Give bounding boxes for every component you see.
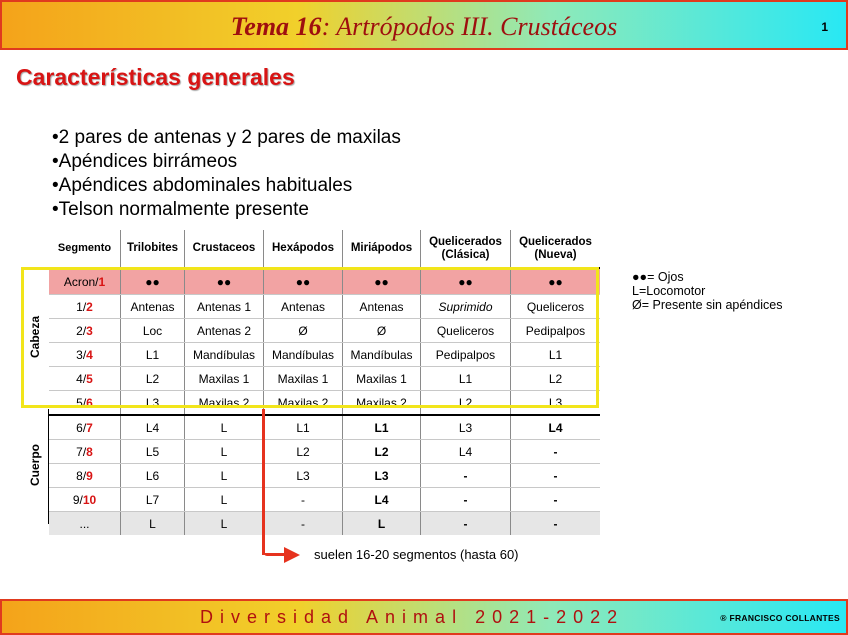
segment-cell bbox=[49, 440, 121, 464]
table-cell: Antenas bbox=[343, 295, 421, 319]
segment-cell bbox=[49, 488, 121, 512]
table-cell: L1 bbox=[511, 343, 601, 367]
table-cell: Maxilas 2 bbox=[343, 391, 421, 416]
table-cell: Ø bbox=[264, 319, 343, 343]
table-cell: Antenas bbox=[121, 295, 185, 319]
table-cell: - bbox=[421, 488, 511, 512]
bullet-item: •Apéndices abdominales habituales bbox=[52, 175, 353, 196]
col-header-quelicerados-nueva: Quelicerados (Nueva) bbox=[511, 230, 601, 268]
bullet-item: •2 pares de antenas y 2 pares de maxilas bbox=[52, 127, 401, 148]
segment-number: 5/ bbox=[76, 395, 87, 410]
table-cell: L2 bbox=[121, 367, 185, 391]
table-cell: L2 bbox=[343, 440, 421, 464]
table-cell: L3 bbox=[511, 391, 601, 416]
col-header-quelicerados-clasica: Quelicerados (Clásica) bbox=[421, 230, 511, 268]
segment-number-alt: 8 bbox=[86, 444, 93, 459]
table-cell: L7 bbox=[121, 488, 185, 512]
table-cell: L3 bbox=[264, 464, 343, 488]
table-cell: L4 bbox=[511, 415, 601, 440]
table-header-row bbox=[49, 230, 600, 268]
table-cell: ●● bbox=[121, 268, 185, 295]
segment-number: 7/ bbox=[76, 444, 87, 459]
table-cell: Maxilas 2 bbox=[185, 391, 264, 416]
table-cell: L1 bbox=[343, 415, 421, 440]
slide-footer bbox=[0, 599, 848, 635]
table-cell: Pedipalpos bbox=[511, 319, 601, 343]
table-cell: Mandíbulas bbox=[343, 343, 421, 367]
table-cell: ●● bbox=[421, 268, 511, 295]
table-row bbox=[49, 512, 600, 536]
table-cell: L3 bbox=[343, 464, 421, 488]
table-cell: Maxilas 1 bbox=[343, 367, 421, 391]
table-cell: L4 bbox=[121, 415, 185, 440]
bullet-list bbox=[52, 126, 401, 222]
table-cell: ●● bbox=[264, 268, 343, 295]
slide-header bbox=[0, 0, 848, 50]
table-cell: L1 bbox=[121, 343, 185, 367]
table-cell: L1 bbox=[264, 415, 343, 440]
legend-item-locomotor: L=Locomotor bbox=[632, 284, 706, 298]
table-cell: - bbox=[511, 440, 601, 464]
table-cell: Maxilas 1 bbox=[264, 367, 343, 391]
table-cell: L4 bbox=[421, 440, 511, 464]
table-cell: Suprimido bbox=[421, 295, 511, 319]
table-row bbox=[49, 464, 600, 488]
table-cell: ●● bbox=[185, 268, 264, 295]
table-cell: Antenas 1 bbox=[185, 295, 264, 319]
segment-number: 2/ bbox=[76, 323, 87, 338]
table-cell: - bbox=[511, 488, 601, 512]
bullet-item: •Apéndices birrámeos bbox=[52, 151, 238, 172]
segment-number-alt: 9 bbox=[86, 468, 93, 483]
segment-cell bbox=[49, 464, 121, 488]
section-title: Características generales bbox=[16, 64, 295, 90]
table-cell: L4 bbox=[343, 488, 421, 512]
table-cell: Antenas bbox=[264, 295, 343, 319]
col-header-hexapodos: Hexápodos bbox=[264, 230, 343, 268]
table-cell: Antenas 2 bbox=[185, 319, 264, 343]
footer-credit: ® FRANCISCO COLLANTES bbox=[720, 613, 840, 623]
segment-number-alt: 10 bbox=[82, 492, 97, 507]
table-cell: Maxilas 1 bbox=[185, 367, 264, 391]
segment-number: 6/ bbox=[76, 420, 87, 435]
table-cell: Mandíbulas bbox=[185, 343, 264, 367]
segment-number-alt: 2 bbox=[86, 299, 93, 314]
table-cell: L bbox=[185, 415, 264, 440]
table-cell: L bbox=[343, 512, 421, 536]
table-cell: Pedipalpos bbox=[421, 343, 511, 367]
table-cell: Loc bbox=[121, 319, 185, 343]
segment-number-alt: 5 bbox=[86, 371, 93, 386]
segment-number: 3/ bbox=[76, 347, 87, 362]
table-cell: L3 bbox=[421, 415, 511, 440]
table-cell: Queliceros bbox=[511, 295, 601, 319]
legend-item-ojos: ●●= Ojos bbox=[632, 270, 684, 284]
head-region-box bbox=[21, 267, 599, 408]
segment-number: 8/ bbox=[76, 468, 87, 483]
table-cell: Maxilas 2 bbox=[264, 391, 343, 416]
table-cell: Mandíbulas bbox=[264, 343, 343, 367]
region-label-cuerpo: Cuerpo bbox=[28, 444, 42, 486]
segment-number: 1/ bbox=[76, 299, 87, 314]
segment-number: 9/ bbox=[72, 492, 83, 507]
segment-number-alt: 3 bbox=[86, 323, 93, 338]
legend bbox=[632, 270, 782, 312]
table-cell: L bbox=[185, 440, 264, 464]
arrow-head-icon bbox=[284, 547, 300, 563]
table-cell: - bbox=[511, 512, 601, 536]
table-cell: - bbox=[421, 464, 511, 488]
table-cell: - bbox=[264, 512, 343, 536]
table-cell: L bbox=[185, 512, 264, 536]
table-row bbox=[49, 488, 600, 512]
table-cell: L2 bbox=[264, 440, 343, 464]
table-cell: L bbox=[121, 512, 185, 536]
table-cell: Queliceros bbox=[421, 319, 511, 343]
legend-item-sin-apendices: Ø= Presente sin apéndices bbox=[632, 298, 783, 312]
body-region-divider bbox=[48, 409, 49, 524]
table-cell: ●● bbox=[511, 268, 601, 295]
bullet-item: •Telson normalmente presente bbox=[52, 199, 309, 220]
table-cell: L bbox=[185, 464, 264, 488]
table-row bbox=[49, 415, 600, 440]
segment-count-note: suelen 16-20 segmentos (hasta 60) bbox=[314, 547, 519, 562]
table-cell: - bbox=[264, 488, 343, 512]
segment-cell bbox=[49, 512, 121, 536]
col-header-crustaceos: Crustaceos bbox=[185, 230, 264, 268]
segment-number-alt: 4 bbox=[86, 347, 93, 362]
segment-number: 4/ bbox=[76, 371, 87, 386]
table-row bbox=[49, 440, 600, 464]
table-cell: L3 bbox=[121, 391, 185, 416]
slide-title: Tema 16: Artrópodos III. Crustáceos bbox=[230, 12, 618, 41]
segment-number: ... bbox=[79, 516, 90, 531]
segment-number: Acron/ bbox=[63, 274, 99, 289]
arrow-line-vertical bbox=[262, 409, 265, 555]
table-cell: - bbox=[421, 512, 511, 536]
page-number: 1 bbox=[821, 20, 828, 34]
table-cell: L5 bbox=[121, 440, 185, 464]
table-cell: - bbox=[511, 464, 601, 488]
segment-number-alt: 7 bbox=[86, 420, 93, 435]
segment-number-alt: 1 bbox=[98, 274, 106, 289]
col-header-segmento: Segmento bbox=[49, 230, 121, 268]
table-cell: L bbox=[185, 488, 264, 512]
segment-number-alt: 6 bbox=[86, 395, 93, 410]
region-label-cabeza: Cabeza bbox=[28, 315, 42, 359]
segment-cell bbox=[49, 415, 121, 440]
table-cell: L6 bbox=[121, 464, 185, 488]
table-cell: L2 bbox=[511, 367, 601, 391]
col-header-miriapodos: Miriápodos bbox=[343, 230, 421, 268]
table-cell: L1 bbox=[421, 367, 511, 391]
col-header-trilobites: Trilobites bbox=[121, 230, 185, 268]
footer-title: Diversidad Animal 2021-2022 bbox=[200, 607, 625, 627]
table-cell: Ø bbox=[343, 319, 421, 343]
table-cell: ●● bbox=[343, 268, 421, 295]
table-cell: L2 bbox=[421, 391, 511, 416]
